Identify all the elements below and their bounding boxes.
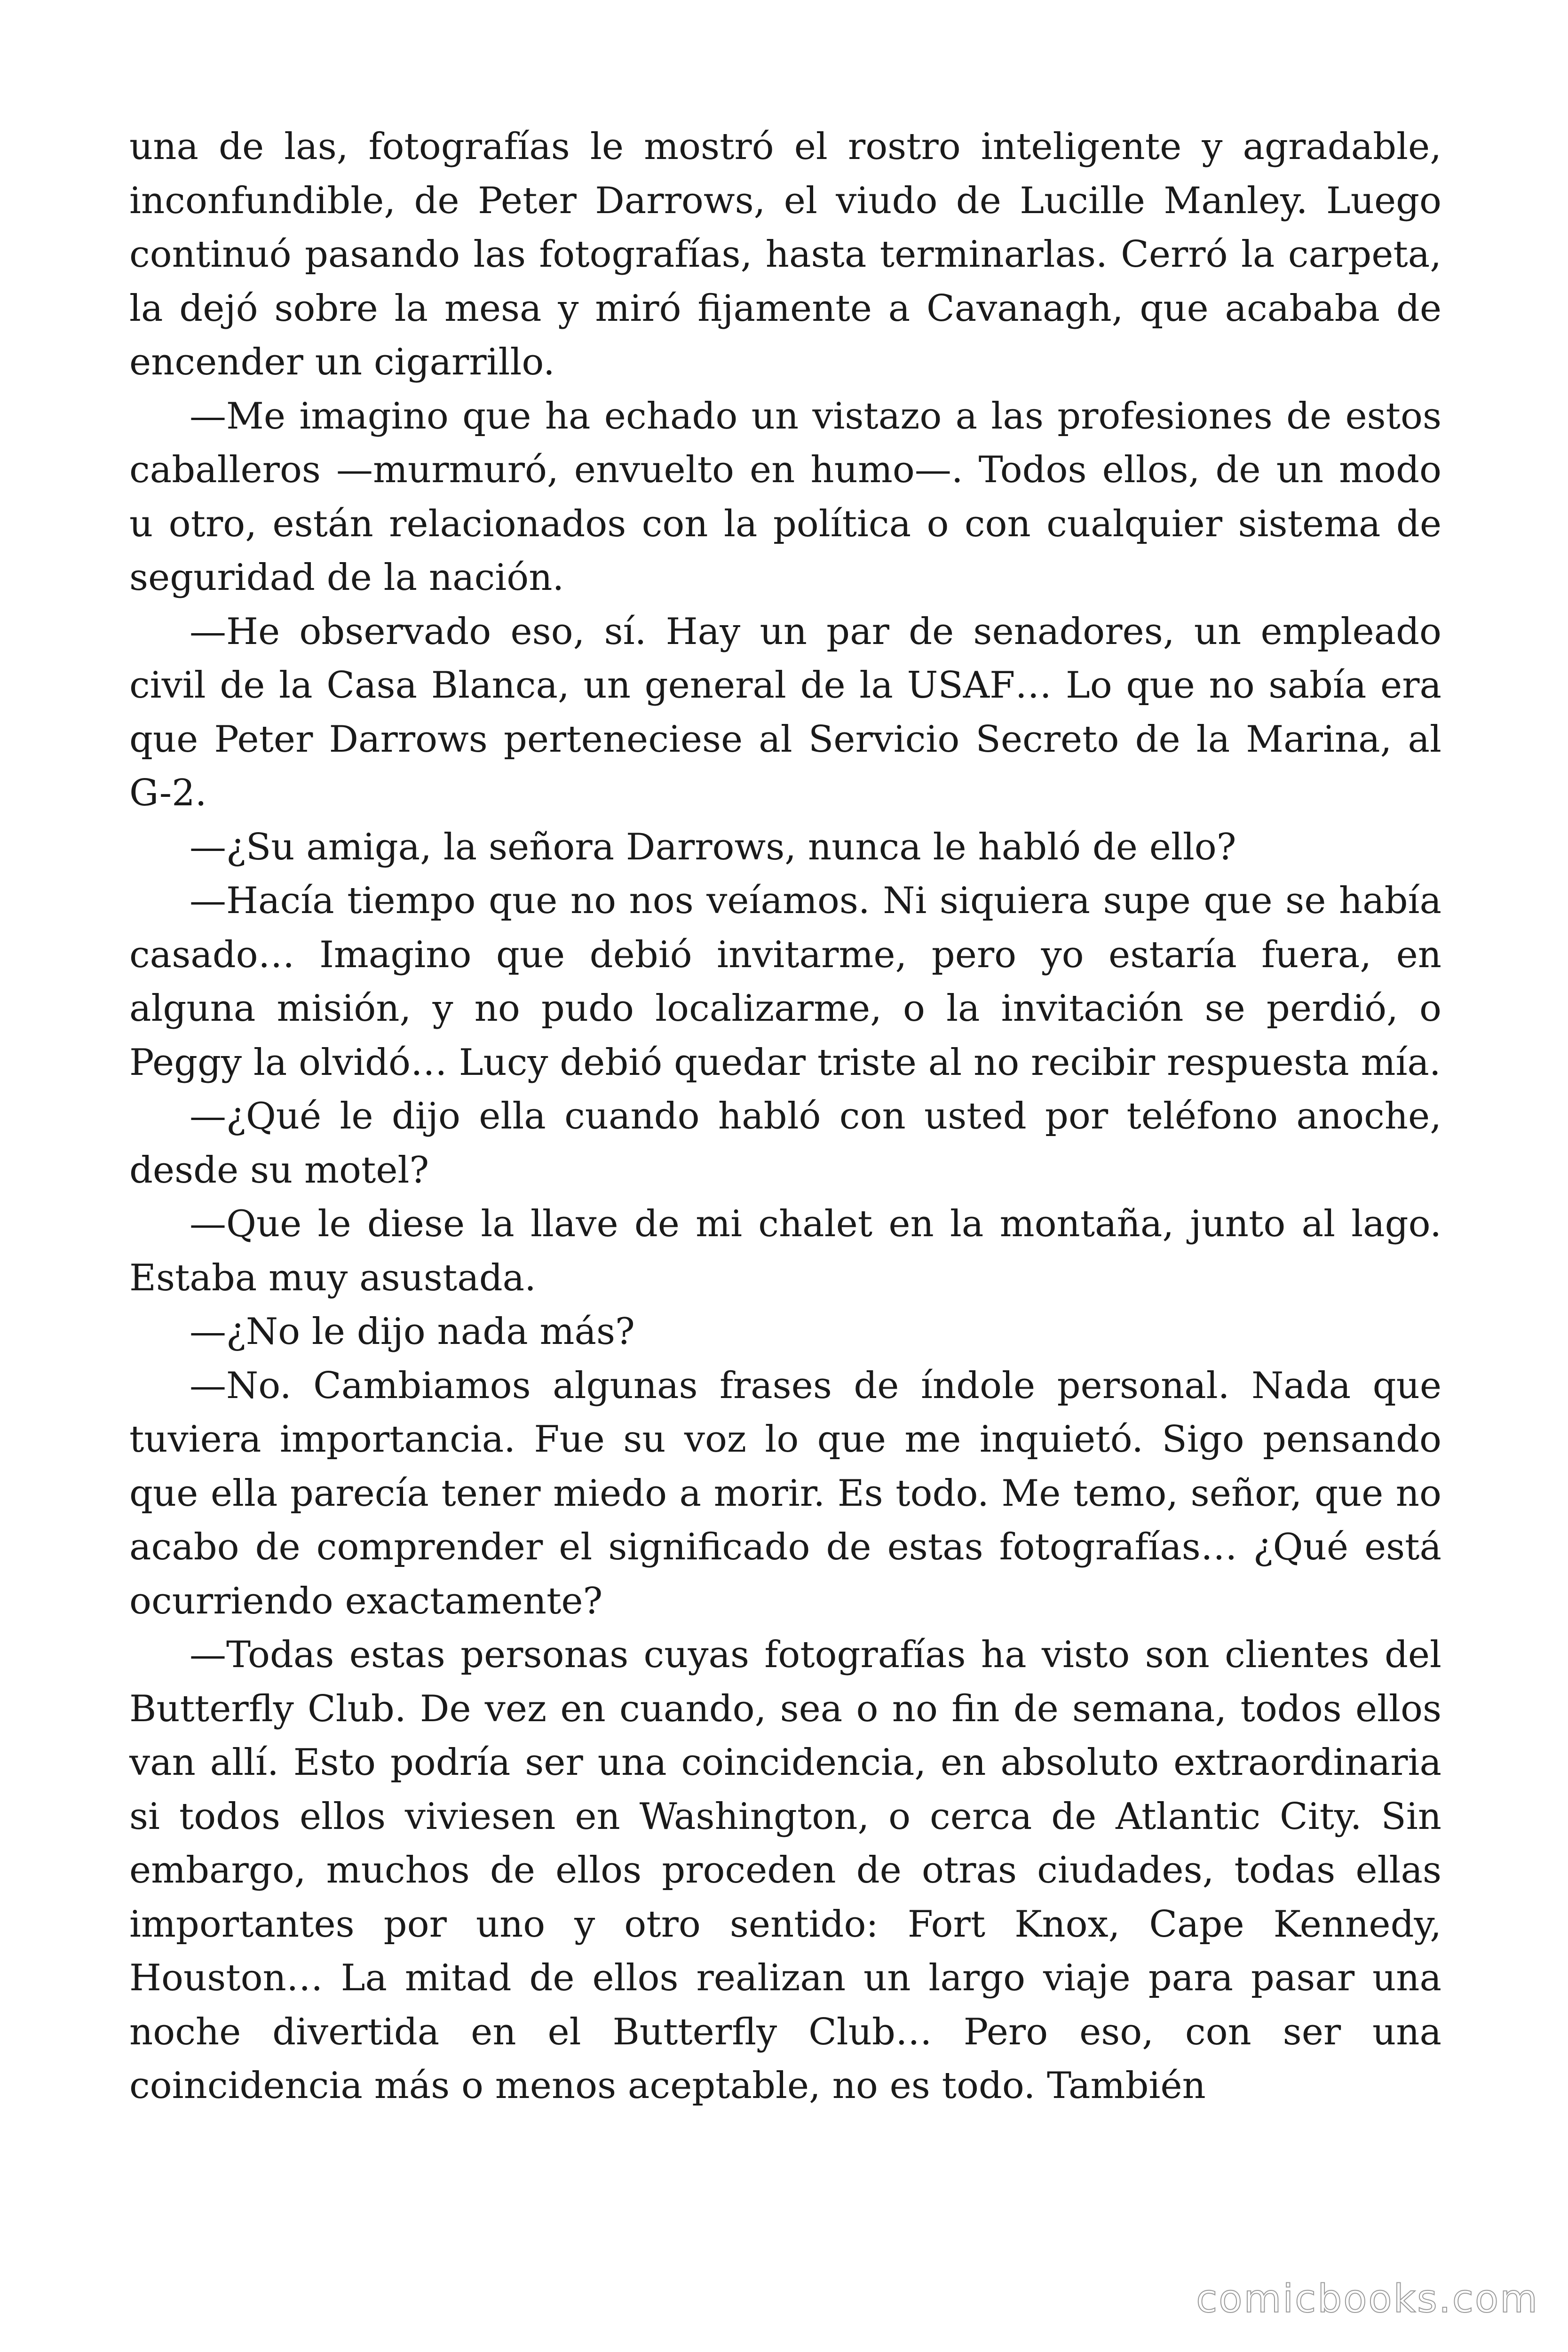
- paragraph: —Me imagino que ha echado un vistazo a las profesiones de estos caballeros —murmuró, envuelto en humo—. Todos ellos, de un modo u otro, están relacionados con la política o con cualquier sistema de seguridad de la nación.: [129, 395, 1441, 599]
- paragraph: —He observado eso, sí. Hay un par de senadores, un empleado civil de la Casa Blanca, un general de la USAF… Lo que no sabía era que Peter Darrows perteneciese al Servicio Secreto de la Marina, al G-2.: [129, 610, 1441, 814]
- paragraph: —No. Cambiamos algunas frases de índole personal. Nada que tuviera importancia. Fue su voz lo que me inquietó. Sigo pensando que ella parecía tener miedo a morir. Es todo. Me temo, señor, que no acabo de comprender el significado de estas fotografías… ¿Qué está ocurriendo exactamente?: [129, 1364, 1441, 1622]
- paragraph: una de las, fotografías le mostró el rostro inteligente y agradable, inconfundible, de Peter Darrows, el viudo de Lucille Manley. Luego continuó pasando las fotografías, hasta terminarlas. Cerró la carpeta, la dejó sobre la mesa y miró fijamente a Cavanagh, que acababa de encender un cigarrillo.: [129, 126, 1441, 383]
- paragraph: —Hacía tiempo que no nos veíamos. Ni siquiera supe que se había casado… Imagino que debió invitarme, pero yo estaría fuera, en alguna misión, y no pudo localizarme, o la invitación se perdió, o Peggy la olvidó… Lucy debió quedar triste al no recibir respuesta mía.: [129, 880, 1441, 1084]
- watermark: comicbooks.com: [1196, 2277, 1539, 2321]
- body-text: [129, 120, 1441, 2113]
- paragraph: —Que le diese la llave de mi chalet en la montaña, junto al lago. Estaba muy asustada.: [129, 1203, 1441, 1299]
- paragraph: —¿No le dijo nada más?: [190, 1311, 635, 1353]
- paragraph: —¿Qué le dijo ella cuando habló con usted por teléfono anoche, desde su motel?: [129, 1095, 1441, 1192]
- paragraph: —¿Su amiga, la señora Darrows, nunca le habló de ello?: [190, 826, 1236, 868]
- paragraph: —Todas estas personas cuyas fotografías ha visto son clientes del Butterfly Club. De vez en cuando, sea o no fin de semana, todos ellos van allí. Esto podría ser una coincidencia, en absoluto extraordinaria si todos ellos viviesen en Washington, o cerca de Atlantic City. Sin embargo, muchos de ellos proceden de otras ciudades, todas ellas importantes por uno y otro sentido: Fort Knox, Cape Kennedy, Houston… La mitad de ellos realizan un largo viaje para pasar una noche divertida en el Butterfly Club… Pero eso, con ser una coincidencia más o menos aceptable, no es todo. También: [129, 1634, 1441, 2107]
